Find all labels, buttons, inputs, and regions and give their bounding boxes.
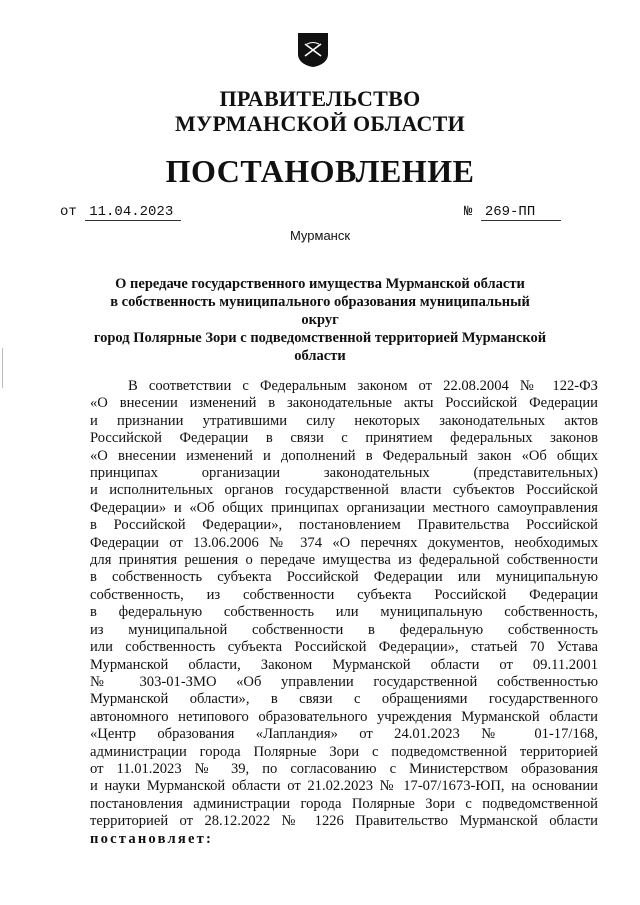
body-line: и исполнительных органов государственной власти субъектов Российской — [90, 482, 598, 499]
government-title — [0, 86, 640, 136]
body-line: Мурманской области», в связи с обращениями государственного — [90, 691, 598, 708]
body-line: и науки Мурманской области от 21.02.2023 № 17-07/1673-ЮП, на основании — [90, 778, 598, 795]
body-line: В соответствии с Федеральным законом от 22.08.2004 № 122-ФЗ — [128, 378, 598, 394]
body-line: Мурманской области, Законом Мурманской области от 09.11.2001 — [90, 656, 598, 673]
body-line: и признании утратившими силу некоторых законодательных актов — [90, 412, 598, 429]
body-line-decree: постановляет: — [90, 830, 214, 847]
document-date — [60, 204, 181, 221]
body-line: постановления администрации города Полярные Зори с подведомственной — [90, 795, 598, 812]
government-title-line: МУРМАНСКОЙ ОБЛАСТИ — [174, 111, 466, 136]
body-line: из муниципальной собственности в федеральную собственность — [90, 621, 598, 638]
body-line: в собственность субъекта Российской Федерации или муниципальную — [90, 569, 598, 586]
document-type: ПОСТАНОВЛЕНИЕ — [165, 153, 475, 189]
body-line: принципах организации законодательных (представительных) — [90, 465, 598, 482]
body-line: территорией от 28.12.2022 № 1226 Правительство Мурманской области — [90, 813, 598, 830]
body-line: Федерации от 13.06.2006 № 374 «О перечнях документов, необходимых — [90, 534, 598, 551]
government-title-line: ПРАВИТЕЛЬСТВО — [219, 86, 421, 111]
body-line: администрации города Полярные Зори с подведомственной территорией — [90, 743, 598, 760]
body-line: или собственность субъекта Российской Федерации», статьей 70 Устава — [90, 639, 598, 656]
subject-line: О передаче государственного имущества Мурманской области — [115, 276, 525, 292]
coat-of-arms-emblem — [297, 32, 329, 68]
city: Мурманск — [289, 228, 351, 243]
body-line: автономного нетипового образовательного учреждения Мурманской области — [90, 708, 598, 725]
body-line: собственность, из собственности субъекта Российской Федерации — [90, 586, 598, 603]
number-value: 269-ПП — [481, 204, 561, 221]
subject-line: город Полярные Зори с подведомственной территорией Мурманской — [93, 330, 547, 346]
number-label: № — [464, 204, 473, 220]
subject-line: области — [294, 348, 346, 364]
margin-mark — [2, 348, 3, 388]
body-line: Российской Федерации в связи с принятием федеральных законов — [90, 430, 598, 447]
body-line: в федеральную собственность или муниципальную собственность, — [90, 604, 598, 621]
subject-line: в собственность муниципального образования муниципальный округ — [110, 294, 530, 328]
body-line: Федерации» и «Об общих принципах организации местного самоуправления — [90, 499, 598, 516]
body-line: в Российской Федерации», постановлением Правительства Российской — [90, 517, 598, 534]
document-number — [464, 204, 561, 221]
body-line: № 303-01-ЗМО «Об управлении государственной собственностью — [90, 673, 598, 690]
body-line: для принятия решения о передаче имущества из федеральной собственности — [90, 552, 598, 569]
body-line: «О внесении изменений в законодательные акты Российской Федерации — [90, 395, 598, 412]
document-body — [90, 378, 598, 848]
body-line: «О внесении изменений и дополнений в Федеральный закон «Об общих — [90, 447, 598, 464]
body-line: «Центр образования «Лапландия» от 24.01.2023 № 01-17/168, — [90, 726, 598, 743]
date-value: 11.04.2023 — [85, 204, 181, 221]
document-subject — [90, 275, 550, 365]
body-line: от 11.01.2023 № 39, по согласованию с Министерством образования — [90, 760, 598, 777]
date-label: от — [60, 204, 77, 220]
